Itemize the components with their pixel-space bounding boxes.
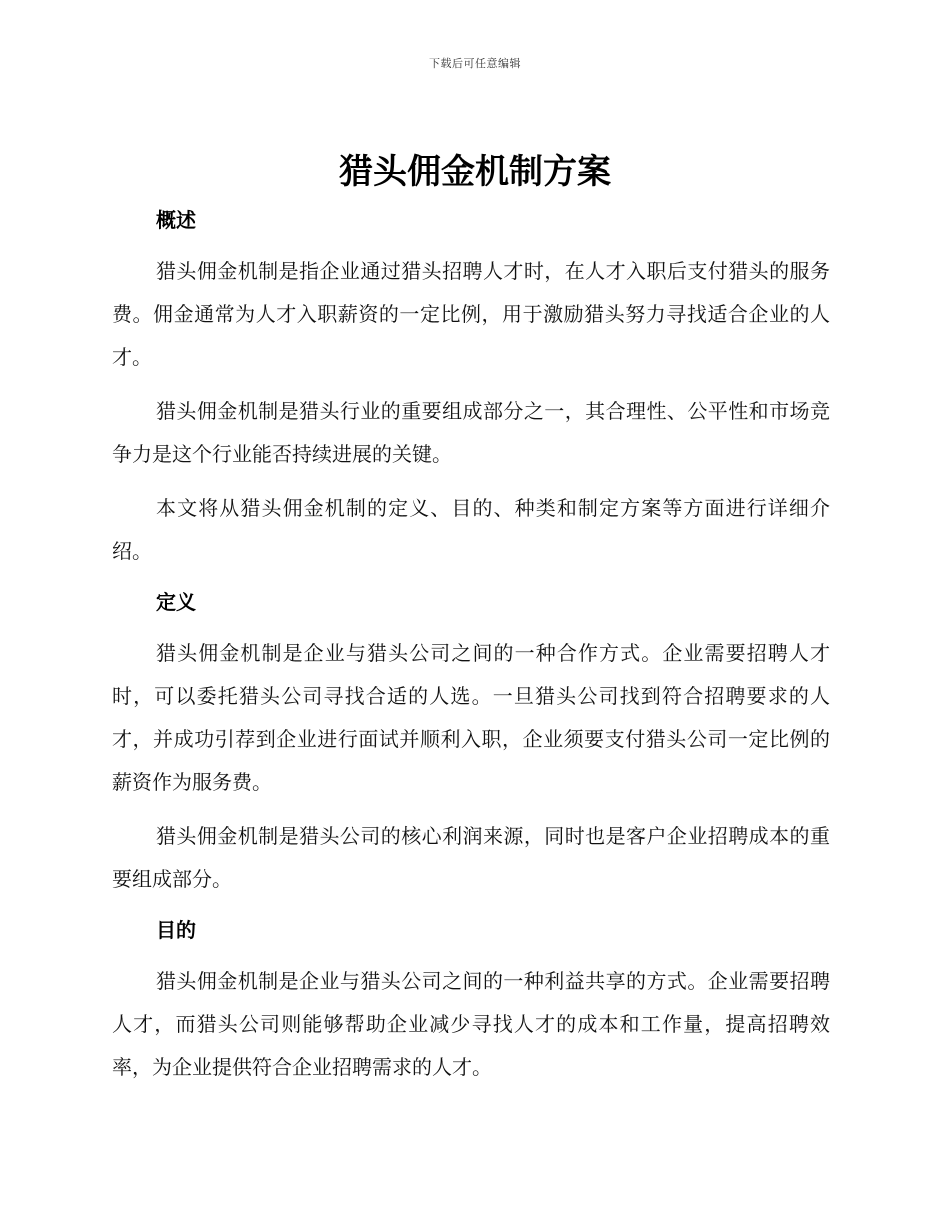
section-heading: 定义	[156, 590, 196, 614]
paragraph: 猎头佣金机制是指企业通过猎头招聘人才时，在人才入职后支付猎头的服务费。佣金通常为人才入职薪资的一定比例，用于激励猎头努力寻找适合企业的人才。	[112, 259, 830, 369]
section-definition	[112, 584, 830, 901]
paragraph: 猎头佣金机制是猎头公司的核心利润来源，同时也是客户企业招聘成本的重要组成部分。	[112, 824, 830, 891]
paragraph: 猎头佣金机制是猎头行业的重要组成部分之一，其合理性、公平性和市场竞争力是这个行业能否持续进展的关键。	[112, 399, 830, 466]
section-overview	[112, 202, 830, 573]
section-heading: 目的	[156, 918, 196, 942]
section-purpose	[112, 912, 830, 1089]
document-title: 猎头佣金机制方案	[339, 152, 611, 192]
header-note: 下载后可任意编辑	[429, 57, 521, 70]
document-body	[112, 202, 830, 1100]
paragraph: 猎头佣金机制是企业与猎头公司之间的一种合作方式。企业需要招聘人才时，可以委托猎头公司寻找合适的人选。一旦猎头公司找到符合招聘要求的人才，并成功引荐到企业进行面试并顺利入职，企业须要支付猎头公司一定比例的薪资作为服务费。	[112, 641, 830, 794]
paragraph: 本文将从猎头佣金机制的定义、目的、种类和制定方案等方面进行详细介绍。	[112, 496, 830, 563]
section-heading: 概述	[156, 208, 196, 232]
paragraph: 猎头佣金机制是企业与猎头公司之间的一种利益共享的方式。企业需要招聘人才，而猎头公司则能够帮助企业减少寻找人才的成本和工作量，提高招聘效率，为企业提供符合企业招聘需求的人才。	[112, 969, 830, 1079]
